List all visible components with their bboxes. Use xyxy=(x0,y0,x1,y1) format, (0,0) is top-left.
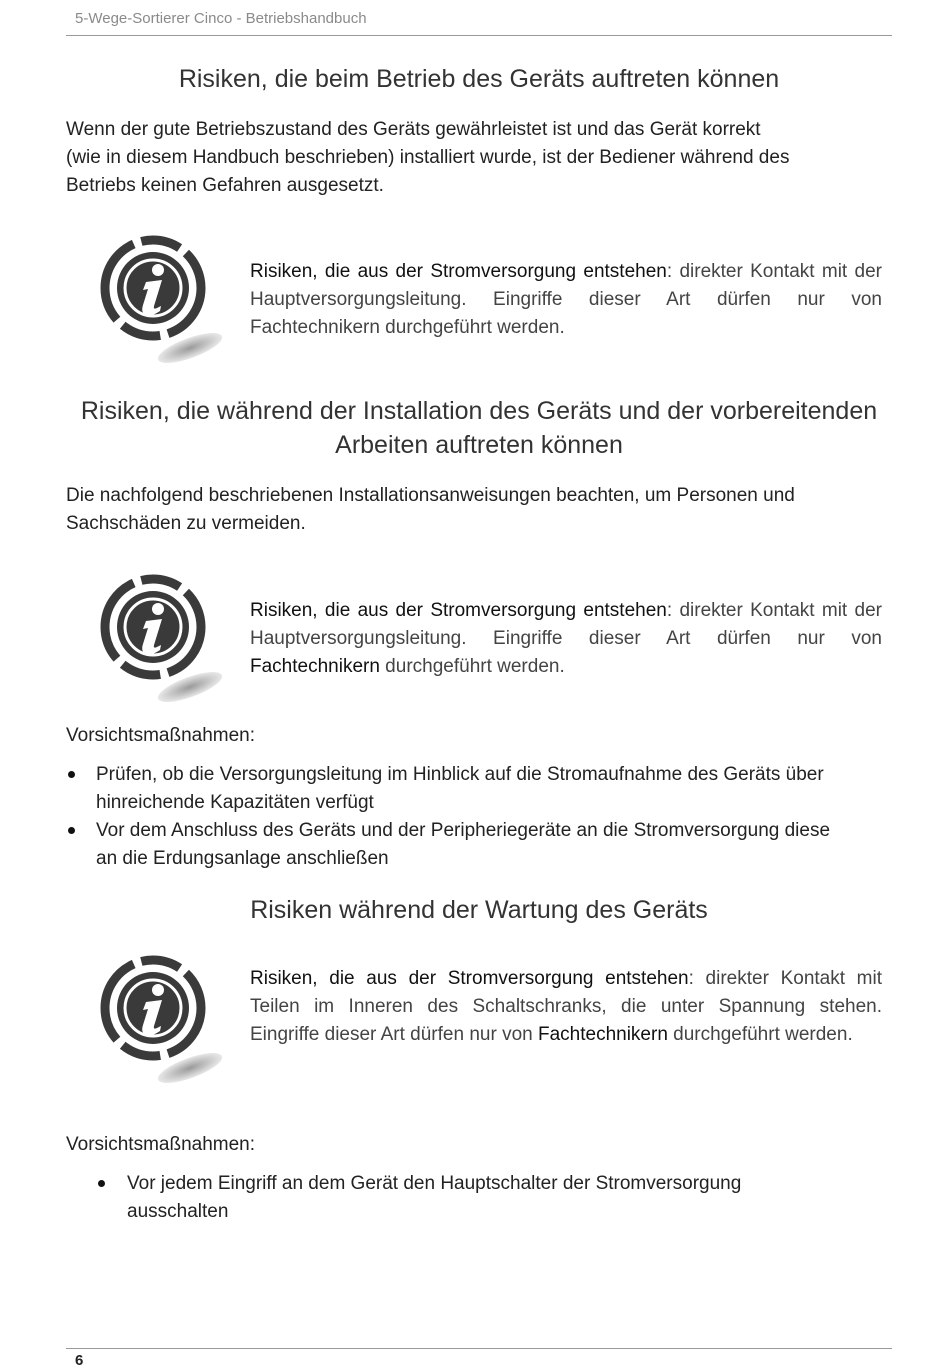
note-text-end: durchgeführt werden. xyxy=(379,656,565,677)
info-icon xyxy=(98,565,228,710)
bullet-dot xyxy=(68,771,75,778)
info-icon xyxy=(98,946,228,1091)
para-line: Wenn der gute Betriebszustand des Geräts gewährleistet ist und das Gerät korrekt xyxy=(66,119,761,140)
bullet-dot xyxy=(68,827,75,834)
note-text: : direkter Kontakt mit der Hauptversorgungsleitung. Eingriffe dieser Art dürfen nur von Fachtechnikern durchgeführt werden. xyxy=(250,261,882,338)
note-text: : direkter Kontakt mit Teilen im Inneren des Schaltschranks, die unter Spannung stehen. Eingriffe dieser Art dürfen nur von xyxy=(250,968,883,1045)
section-heading-maintenance: Risiken während der Wartung des Geräts xyxy=(250,896,708,924)
info-note-power-maintenance xyxy=(250,965,882,1049)
heading-line: Arbeiten auftreten können xyxy=(335,431,623,459)
bullet-line: Vor jedem Eingriff an dem Gerät den Hauptschalter der Stromversorgung xyxy=(127,1173,742,1194)
intro-paragraph-operation xyxy=(66,116,866,200)
note-text: : direkter Kontakt mit der Hauptversorgungsleitung. Eingriffe dieser Art dürfen nur von xyxy=(250,600,882,649)
bullet-item xyxy=(96,817,876,873)
note-emphasis: Fachtechnikern xyxy=(250,656,380,677)
para-line: (wie in diesem Handbuch beschrieben) installiert wurde, ist der Bediener während des xyxy=(66,147,790,168)
precautions-label: Vorsichtsmaßnahmen: xyxy=(66,725,256,746)
heading-line: Risiken, die während der Installation des Geräts und der vorbereitenden xyxy=(80,397,878,425)
bullet-line: ausschalten xyxy=(127,1201,229,1222)
running-header: 5-Wege-Sortierer Cinco - Betriebshandbuch xyxy=(75,10,367,27)
info-icon xyxy=(98,226,228,371)
bullet-line: Vor dem Anschluss des Geräts und der Peripheriegeräte an die Stromversorgung diese xyxy=(96,820,831,841)
bullet-dot xyxy=(98,1180,105,1187)
bullet-item xyxy=(127,1170,907,1226)
info-note-power-operation xyxy=(250,258,882,342)
note-lead: Risiken, die aus der Stromversorgung entstehen xyxy=(250,968,689,989)
para-line: Sachschäden zu vermeiden. xyxy=(66,513,306,534)
note-emphasis: Fachtechnikern xyxy=(537,1024,668,1045)
para-line: Die nachfolgend beschriebenen Installationsanweisungen beachten, um Personen und xyxy=(66,485,795,506)
bullet-line: hinreichende Kapazitäten verfügt xyxy=(96,792,374,813)
precautions-label: Vorsichtsmaßnahmen: xyxy=(66,1134,256,1155)
para-line: Betriebs keinen Gefahren ausgesetzt. xyxy=(66,175,384,196)
section-heading-operation: Risiken, die beim Betrieb des Geräts auftreten können xyxy=(178,65,780,93)
note-lead: Risiken, die aus der Stromversorgung entstehen xyxy=(250,261,667,282)
header-divider xyxy=(66,35,892,36)
info-note-power-installation xyxy=(250,597,882,681)
section-heading-installation xyxy=(66,394,892,462)
bullet-line: an die Erdungsanlage anschließen xyxy=(96,848,389,869)
bullet-line: Prüfen, ob die Versorgungsleitung im Hinblick auf die Stromaufnahme des Geräts über xyxy=(96,764,824,785)
bullet-item xyxy=(96,761,876,817)
note-lead: Risiken, die aus der Stromversorgung entstehen xyxy=(250,600,667,621)
page-number: 6 xyxy=(75,1352,84,1369)
intro-paragraph-installation xyxy=(66,482,866,538)
note-text-end: durchgeführt werden. xyxy=(667,1024,853,1045)
footer-divider xyxy=(66,1348,892,1349)
